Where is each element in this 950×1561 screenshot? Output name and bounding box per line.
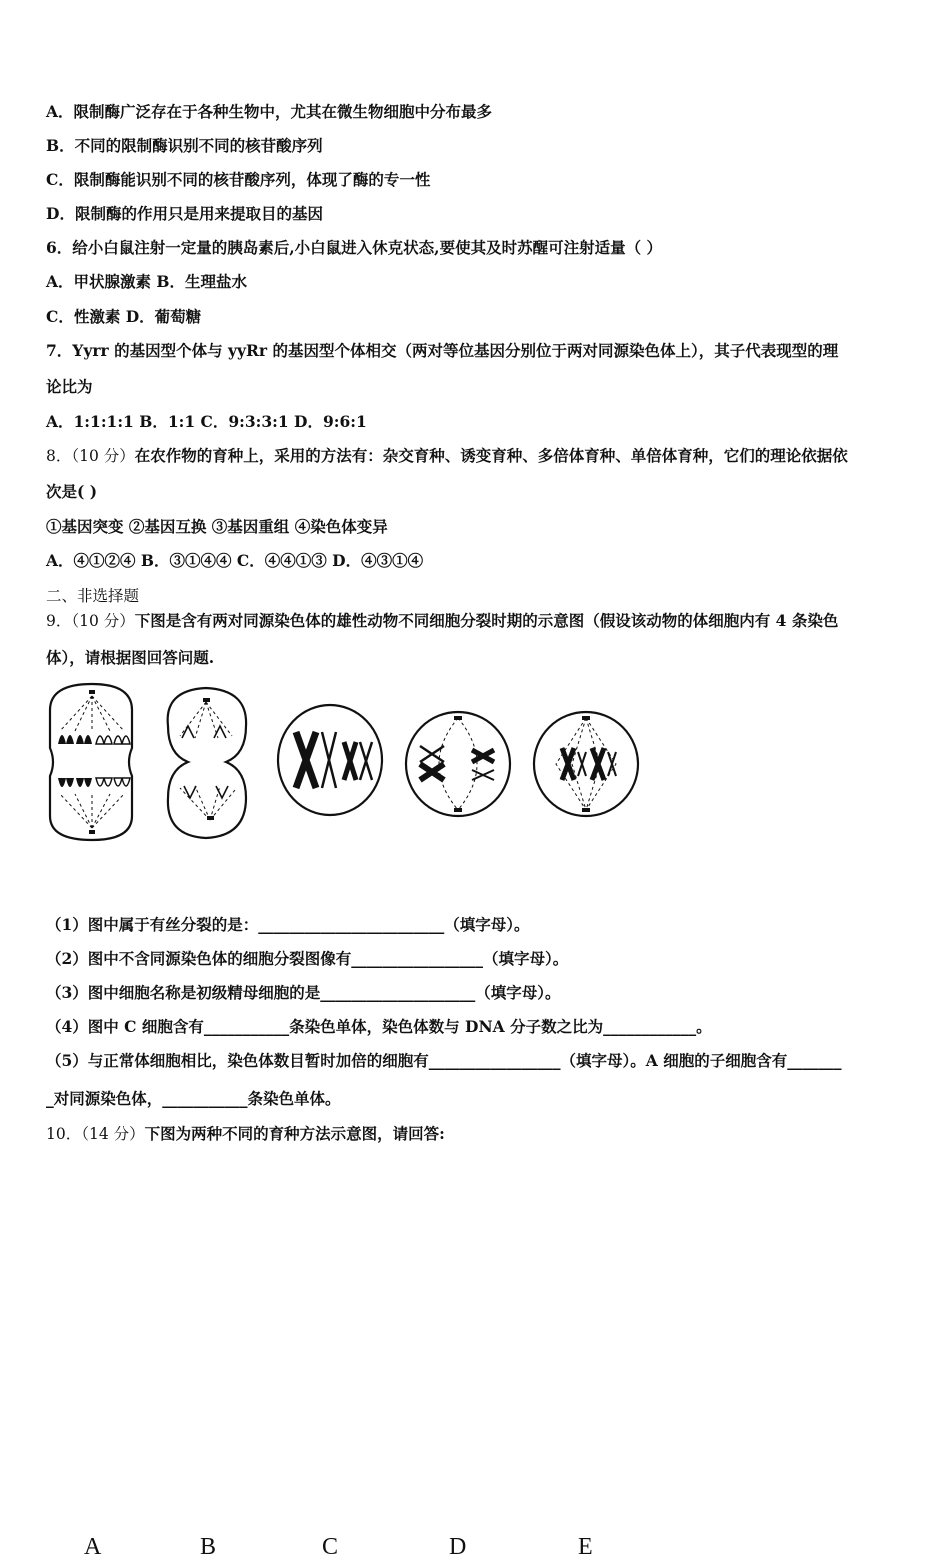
- figure-label-e: E: [578, 1534, 593, 1560]
- option-c: C．限制酶能识别不同的核苷酸序列，体现了酶的专一性: [46, 170, 431, 189]
- subquestion-5-line2: _对同源染色体，___________条染色单体。: [46, 1089, 341, 1108]
- question-7-options: A．1:1:1:1 B．1:1 C．9:3:3:1 D．9:6:1: [46, 412, 367, 431]
- option-d: D．限制酶的作用只是用来提取目的基因: [46, 204, 323, 223]
- question-6-options-cd: C．性激素 D．葡萄糖: [46, 307, 202, 326]
- question-9-line2: 体），请根据图回答问题.: [46, 648, 215, 667]
- question-6: 6．给小白鼠注射一定量的胰岛素后,小白鼠进入休克状态,要使其及时苏醒可注射适量（ ）: [46, 238, 662, 257]
- question-8-options: A．④①②④ B．③①④④ C．④④①③ D．④③①④: [46, 551, 424, 570]
- question-8-points: （10 分）: [71, 447, 135, 465]
- figure-label-d: D: [449, 1534, 467, 1560]
- figure-label-b: B: [200, 1534, 217, 1560]
- question-8-line1: [46, 446, 848, 466]
- question-9-points: （10 分）: [71, 612, 135, 630]
- subquestion-4: （4）图中 C 细胞含有___________条染色单体，染色体数与 DNA 分子数之比为____________。: [46, 1017, 712, 1036]
- question-9-number: 9．: [46, 612, 72, 630]
- question-8-line2: 次是( ): [46, 482, 98, 501]
- question-6-options-ab: A．甲状腺激素 B．生理盐水: [46, 272, 248, 291]
- question-10-text: 下图为两种不同的育种方法示意图，请回答:: [144, 1124, 445, 1143]
- option-b: B．不同的限制酶识别不同的核苷酸序列: [46, 136, 323, 155]
- subquestion-5-line1: （5）与正常体细胞相比，染色体数目暂时加倍的细胞有_________________（填字母）。A 细胞的子细胞含有_______: [46, 1051, 842, 1070]
- question-10-points: （14 分）: [81, 1125, 145, 1143]
- subquestion-1: （1）图中属于有丝分裂的是：________________________（填字母）。: [46, 915, 530, 934]
- subquestion-3: （3）图中细胞名称是初级精母细胞的是____________________（填字母）。: [46, 983, 561, 1002]
- figure-label-a: A: [84, 1534, 102, 1560]
- question-9-text: 下图是含有两对同源染色体的雄性动物不同细胞分裂时期的示意图（假设该动物的体细胞内有 4 条染色: [134, 611, 839, 630]
- question-9-line1: [46, 611, 838, 631]
- cell-b-membrane: [168, 688, 246, 838]
- cell-e-membrane: [534, 712, 638, 816]
- question-8-items: ①基因突变 ②基因互换 ③基因重组 ④染色体变异: [46, 517, 388, 536]
- subquestion-2: （2）图中不含同源染色体的细胞分裂图像有_________________（填字母）。: [46, 949, 569, 968]
- question-10: [46, 1124, 445, 1144]
- question-7-line2: 论比为: [46, 377, 93, 396]
- section-heading: 二、非选择题: [46, 587, 140, 605]
- cell-a-membrane: [50, 684, 132, 840]
- cell-division-diagrams: [40, 676, 650, 894]
- question-10-number: 10．: [46, 1125, 82, 1143]
- question-7-line1: 7．Yyrr 的基因型个体与 yyRr 的基因型个体相交（两对等位基因分别位于两对同源染色体上），其子代表现型的理: [46, 341, 839, 360]
- question-8-text: 在农作物的育种上，采用的方法有：杂交育种、诱变育种、多倍体育种、单倍体育种，它们的理论依据依: [134, 446, 848, 465]
- option-a: A．限制酶广泛存在于各种生物中，尤其在微生物细胞中分布最多: [46, 102, 493, 121]
- question-8-number: 8．: [46, 447, 72, 465]
- figure-label-c: C: [322, 1534, 339, 1560]
